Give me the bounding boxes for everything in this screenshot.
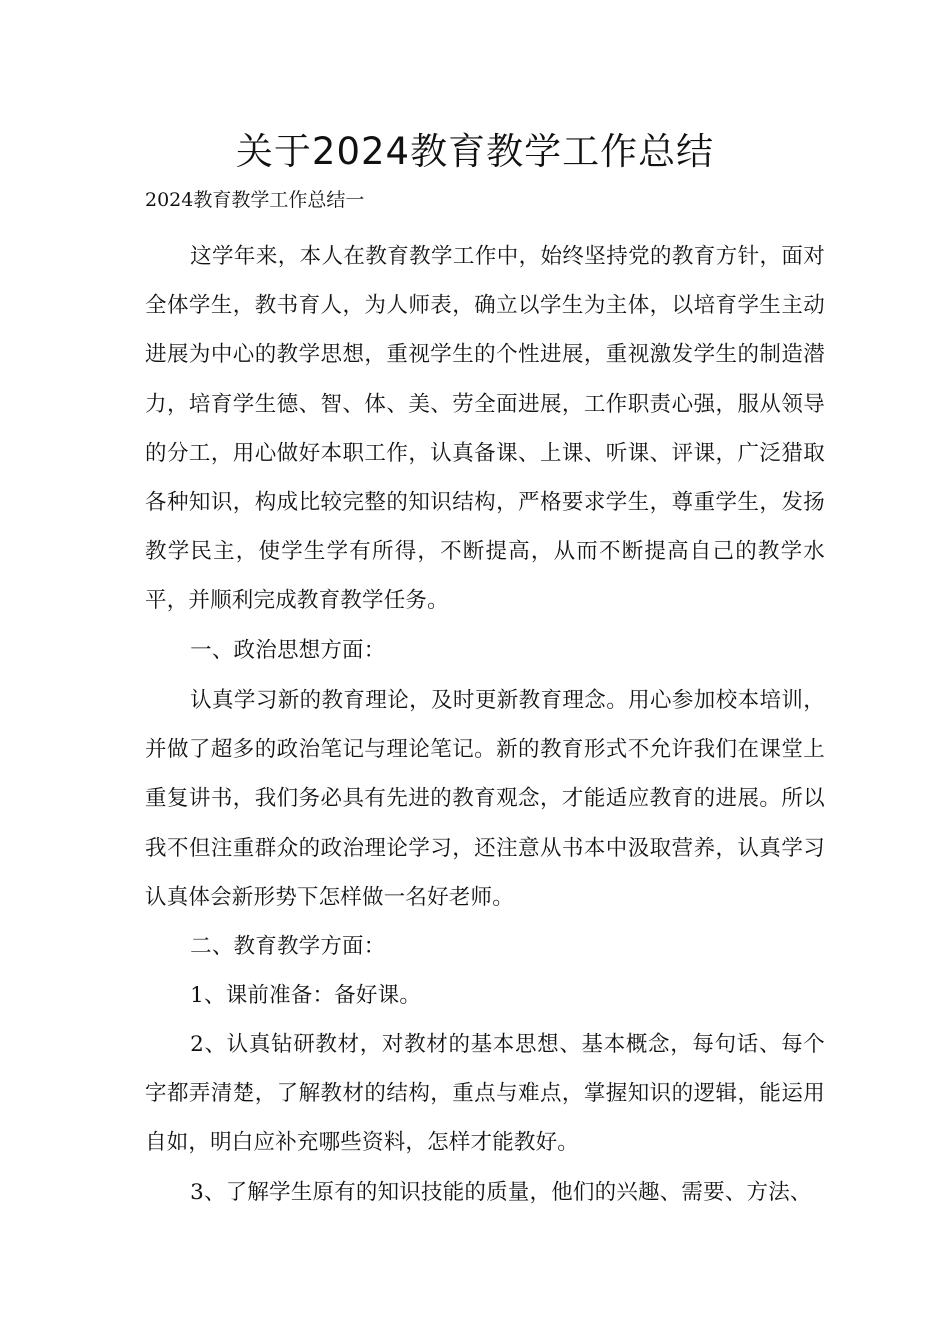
list-item-1: 1、课前准备：备好课。 [190,983,422,1008]
document-title: 关于2024教育教学工作总结 [235,130,715,173]
list-item-3: 3、了解学生原有的知识技能的质量，他们的兴趣、需要、方法、 [190,1180,812,1205]
section-subtitle: 2024教育教学工作总结一 [145,189,365,211]
heading-teaching: 二、教育教学方面： [190,934,386,959]
list-item-2: 2、认真钻研教材，对教材的基本思想、基本概念，每句话、每个字都弄清楚，了解教材的结构，重点与难点，掌握知识的逻辑，能运用自如，明白应补充哪些资料，怎样才能教好。 [145,1032,825,1156]
paragraph-intro: 这学年来，本人在教育教学工作中，始终坚持党的教育方针，面对全体学生，教书育人，为人师表，确立以学生为主体，以培育学生主动进展为中心的教学思想，重视学生的个性进展，重视激发学生的制造潜力，培育学生德、智、体、美、劳全面进展，工作职责心强，服从领导的分工，用心做好本职工作，认真备课、上课、听课、评课，广泛猎取各种知识，构成比较完整的知识结构，严格要求学生，尊重学生，发扬教学民主，使学生学有所得，不断提高，从而不断提高自己的教学水平，并顺利完成教育教学任务。 [145,244,825,614]
heading-political: 一、政治思想方面： [190,638,386,663]
paragraph-political: 认真学习新的教育理论，及时更新教育理念。用心参加校本培训，并做了超多的政治笔记与理论笔记。新的教育形式不允许我们在课堂上重复讲书，我们务必具有先进的教育观念，才能适应教育的进展。所以我不但注重群众的政治理论学习，还注意从书本中汲取营养，认真学习认真体会新形势下怎样做一名好老师。 [145,688,825,910]
